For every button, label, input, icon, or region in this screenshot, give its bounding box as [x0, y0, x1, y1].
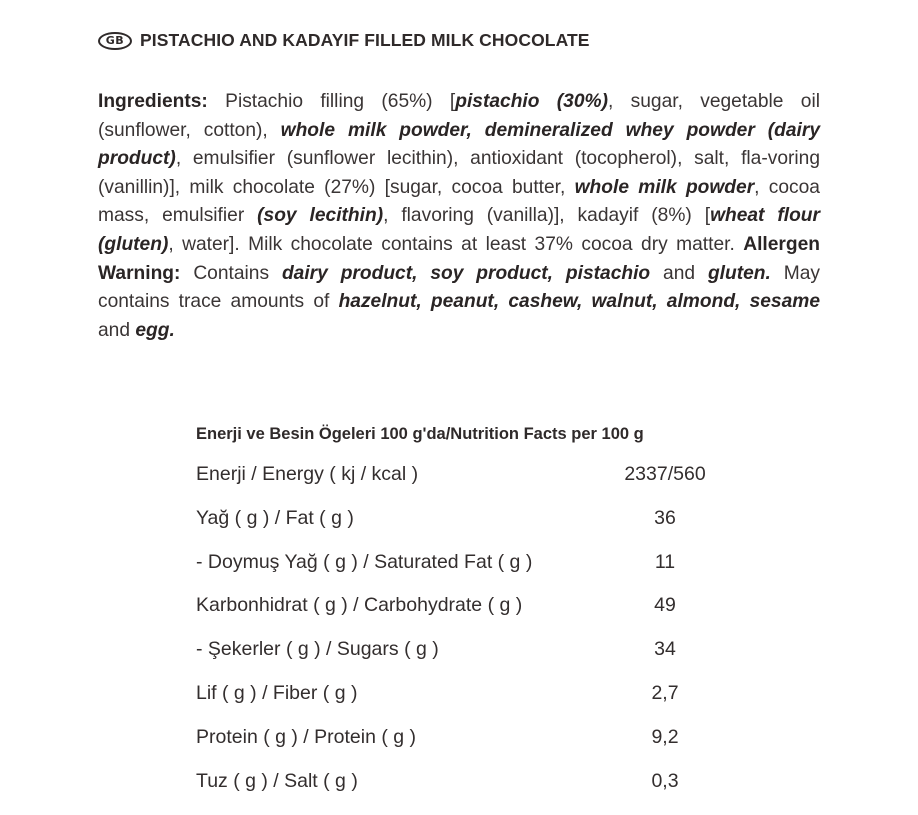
ingredients-text: , emulsifier (sunflower lecithin), antioxidant (tocopherol), salt, fla-voring (vanillin)], milk chocolate (27%) [sugar, cocoa butter,: [98, 148, 820, 198]
ingredient-allergen: wheat flour (gluten): [98, 205, 820, 255]
nutrition-row-carbohydrate: [196, 594, 726, 638]
ingredients-text: and: [98, 319, 136, 341]
nutrition-value: 49: [654, 594, 676, 617]
nutrition-label: Lif ( g ) / Fiber ( g ): [196, 681, 358, 704]
nutrition-row-protein: [196, 726, 726, 770]
ingredients-text: , water]. Milk chocolate contains at least 37% cocoa dry matter.: [168, 233, 744, 255]
ingredients-label: Ingredients:: [98, 91, 208, 112]
nutrition-value: 2337/560: [624, 463, 706, 485]
nutrition-value: 2,7: [651, 681, 679, 704]
ingredient-allergen: whole milk powder: [574, 176, 755, 198]
ingredient-allergen: pistachio (30%): [455, 91, 608, 112]
product-title-row: [98, 30, 590, 51]
nutrition-label: Tuz ( g ) / Salt ( g ): [196, 769, 358, 792]
nutrition-row-energy: [196, 463, 726, 507]
nutrition-row-sugars: [196, 638, 726, 682]
nutrition-label: Enerji / Energy ( kj / kcal ): [196, 463, 419, 485]
allergen-list: dairy product, soy product, pistachio: [281, 262, 651, 284]
ingredient-allergen: whole milk powder, demineralized whey powder (dairy product): [98, 119, 820, 170]
nutrition-label: - Doymuş Yağ ( g ) / Saturated Fat ( g ): [196, 550, 533, 573]
ingredients-paragraph: [98, 88, 820, 345]
ingredients-text: and: [650, 262, 708, 284]
nutrition-label: - Şekerler ( g ) / Sugars ( g ): [196, 638, 439, 661]
nutrition-value: 0,3: [651, 769, 679, 792]
nutrition-facts-table: [196, 425, 726, 813]
product-title: PISTACHIO AND KADAYIF FILLED MILK CHOCOLATE: [140, 30, 590, 50]
nutrition-value: 11: [654, 550, 676, 573]
nutrition-row-saturated-fat: [196, 551, 726, 595]
ingredients-text: , cocoa mass, emulsifier: [98, 176, 820, 227]
nutrition-value: 34: [654, 638, 676, 661]
nutrition-label: Karbonhidrat ( g ) / Carbohydrate ( g ): [196, 594, 523, 617]
trace-allergen-list: egg.: [135, 319, 175, 341]
nutrition-label: Protein ( g ) / Protein ( g ): [196, 725, 416, 748]
ingredients-text: , sugar, vegetable oil (sunflower, cotton),: [98, 91, 820, 141]
ingredients-text: Pistachio filling (65%) [: [207, 91, 456, 112]
ingredient-allergen: (soy lecithin): [257, 205, 384, 227]
nutrition-row-fiber: [196, 682, 726, 726]
allergen-list: gluten.: [707, 262, 771, 284]
nutrition-row-fat: [196, 507, 726, 551]
allergen-warning-label: Allergen Warning:: [98, 233, 820, 284]
nutrition-header: Enerji ve Besin Ögeleri 100 g'da/Nutrition Facts per 100 g: [196, 425, 644, 443]
nutrition-value: 9,2: [651, 725, 679, 748]
ingredients-text: May contains trace amounts of: [98, 262, 820, 313]
trace-allergen-list: hazelnut, peanut, cashew, walnut, almond, sesame: [338, 291, 820, 313]
ingredients-text: Contains: [180, 262, 282, 284]
nutrition-row-salt: [196, 770, 726, 814]
nutrition-value: 36: [654, 506, 676, 529]
ingredients-text: , flavoring (vanilla)], kadayif (8%) [: [383, 205, 711, 227]
nutrition-label: Yağ ( g ) / Fat ( g ): [196, 506, 354, 529]
country-badge-gb: GB: [98, 32, 132, 50]
